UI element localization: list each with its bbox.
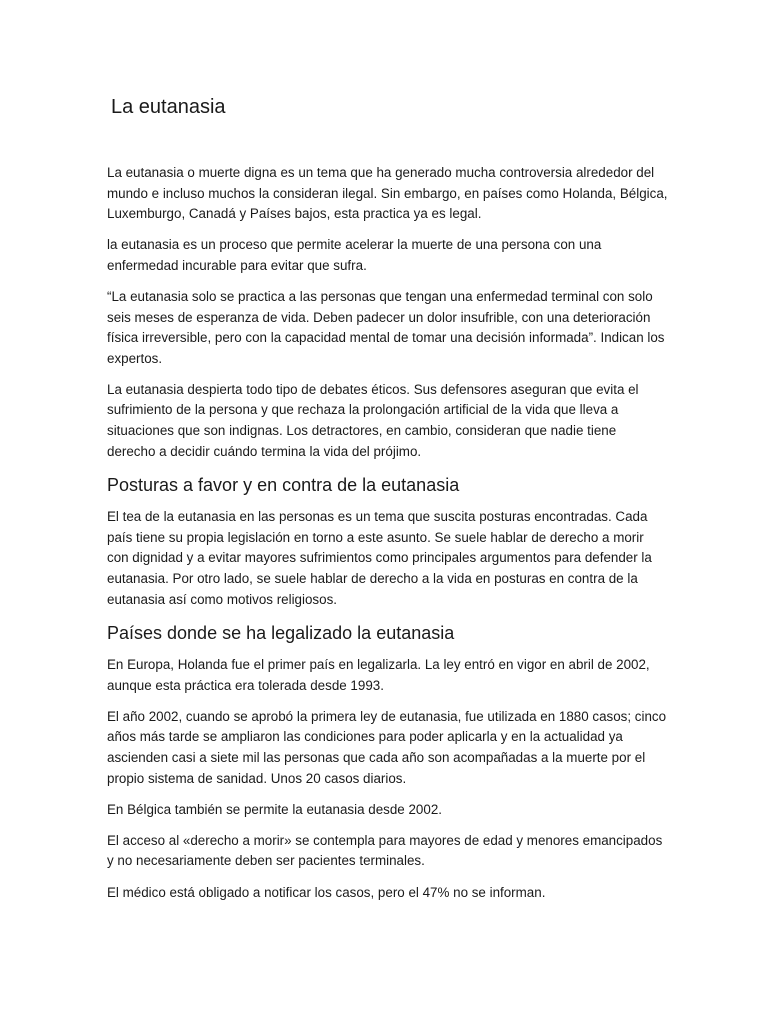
countries-paragraph-2: El año 2002, cuando se aprobó la primera ley de eutanasia, fue utilizada en 1880 casos; cinco años más tarde se ampliaron las condiciones para poder aplicarla y en la actualidad ya ascienden casi a siete mil las personas que cada año son acompañadas a la muerte por el propio sistema de sanidad. Unos 20 casos diarios. (107, 708, 667, 786)
countries-paragraph-3: En Bélgica también se permite la eutanasia desde 2002. (107, 801, 442, 817)
intro-paragraph-4: La eutanasia despierta todo tipo de debates éticos. Sus defensores aseguran que evita el sufrimiento de la persona y que rechaza la prolongación artificial de la vida que lleva a situaciones que son indignas. Los detractores, en cambio, consideran que nadie tiene derecho a decidir cuándo termina la vida del prójimo. (107, 381, 639, 459)
document-title: La eutanasia (111, 96, 226, 118)
countries-paragraph-5: El médico está obligado a notificar los casos, pero el 47% no se informan. (107, 884, 546, 900)
countries-paragraph-4: El acceso al «derecho a morir» se contempla para mayores de edad y menores emancipados y no necesariamente deben ser pacientes terminales. (107, 832, 663, 869)
postures-paragraph-1: El tea de la eutanasia en las personas es un tema que suscita posturas encontradas. Cada país tiene su propia legislación en torno a este asunto. Se suele hablar de derecho a morir con dignidad y a evitar mayores sufrimientos como principales argumentos para defender la eutanasia. Por otro lado, se suele hablar de derecho a la vida en posturas en contra de la eutanasia así como motivos religiosos. (107, 509, 652, 607)
section-heading-postures: Posturas a favor y en contra de la eutanasia (107, 475, 460, 496)
intro-paragraph-3: “La eutanasia solo se practica a las personas que tengan una enfermedad terminal con solo seis meses de esperanza de vida. Deben padecer un dolor insufrible, con una deterioración física irreversible, pero con la capacidad mental de tomar una decisión informada”. Indican los expertos. (107, 288, 665, 366)
countries-paragraph-1: En Europa, Holanda fue el primer país en legalizarla. La ley entró en vigor en abril de 2002, aunque esta práctica era tolerada desde 1993. (107, 657, 650, 693)
intro-paragraph-2: la eutanasia es un proceso que permite acelerar la muerte de una persona con una enfermedad incurable para evitar que sufra. (107, 237, 602, 273)
intro-paragraph-1: La eutanasia o muerte digna es un tema que ha generado mucha controversia alrededor del mundo e incluso muchos la consideran ilegal. Sin embargo, en países como Holanda, Bélgica, Luxemburgo, Canadá y Países bajos, esta practica ya es legal. (107, 165, 668, 222)
section-heading-countries: Países donde se ha legalizado la eutanasia (107, 623, 455, 644)
